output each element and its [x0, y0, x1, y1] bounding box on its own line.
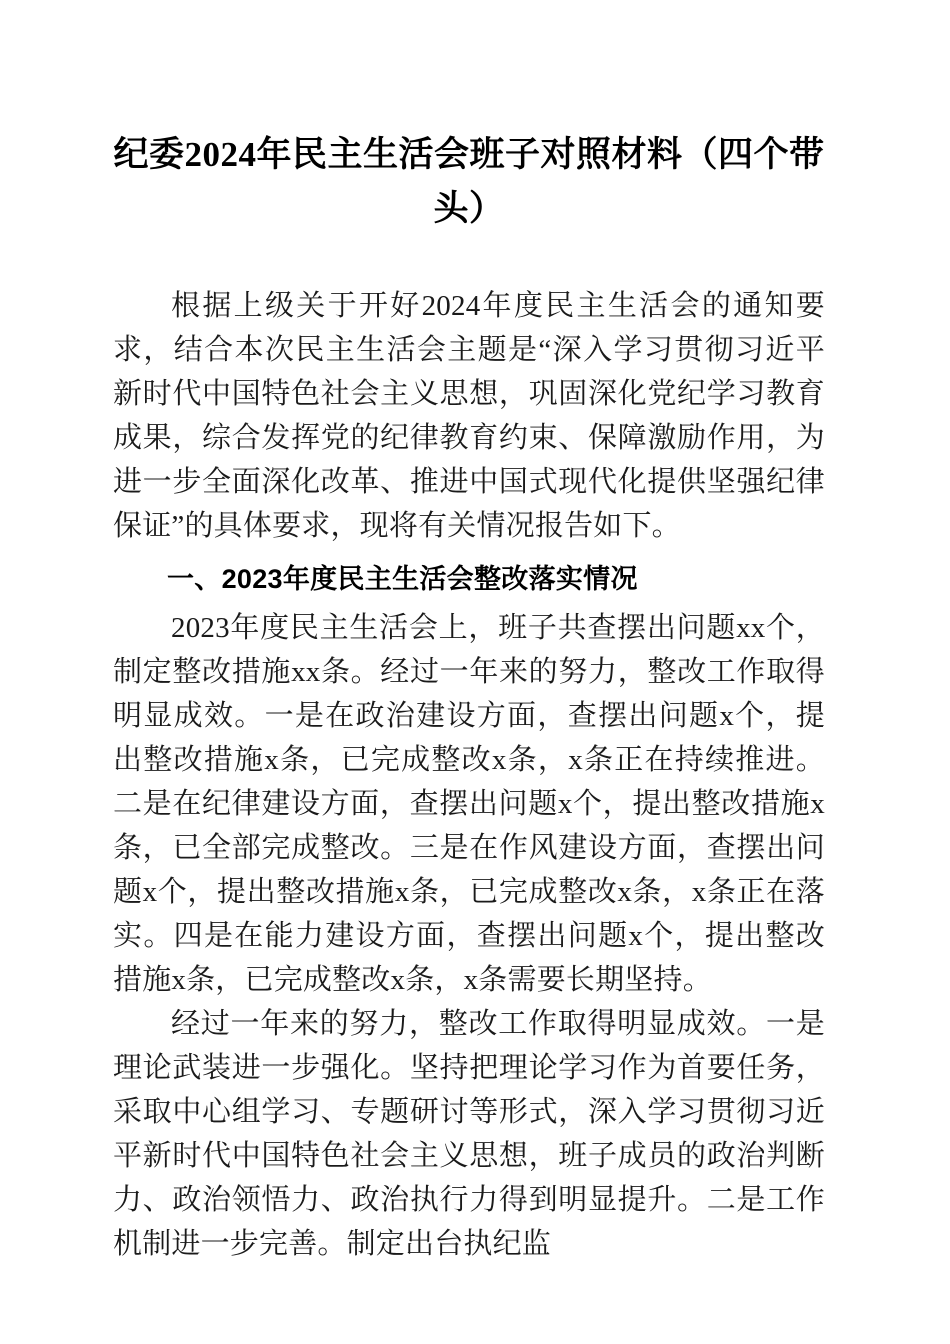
document-content: [113, 0, 825, 1266]
paragraph-intro: 根据上级关于开好2024年度民主生活会的通知要求，结合本次民主生活会主题是“深入学习贯彻习近平新时代中国特色社会主义思想，巩固深化党纪学习教育成果，综合发挥党的纪律教育约束、保障激励作用，为进一步全面深化改革、推进中国式现代化提供坚强纪律保证”的具体要求，现将有关情况报告如下。: [113, 290, 825, 542]
section-heading-one: 一、2023年度民主生活会整改落实情况: [167, 564, 638, 594]
page-title: 纪委2024年民主生活会班子对照材料（四个带头）: [113, 135, 825, 228]
paragraph-section-one-2: 经过一年来的努力，整改工作取得明显成效。一是理论武装进一步强化。坚持把理论学习作为首要任务，采取中心组学习、专题研讨等形式，深入学习贯彻习近平新时代中国特色社会主义思想，班子成员的政治判断力、政治领悟力、政治执行力得到明显提升。二是工作机制进一步完善。制定出台执纪监: [113, 1008, 825, 1260]
paragraph-section-one-1: 2023年度民主生活会上，班子共查摆出问题xx个，制定整改措施xx条。经过一年来的努力，整改工作取得明显成效。一是在政治建设方面，查摆出问题x个，提出整改措施x条，已完成整改x条，x条正在持续推进。二是在纪律建设方面，查摆出问题x个，提出整改措施x条，已全部完成整改。三是在作风建设方面，查摆出问题x个，提出整改措施x条，已完成整改x条，x条正在落实。四是在能力建设方面，查摆出问题x个，提出整改措施x条，已完成整改x条，x条需要长期坚持。: [113, 612, 825, 996]
